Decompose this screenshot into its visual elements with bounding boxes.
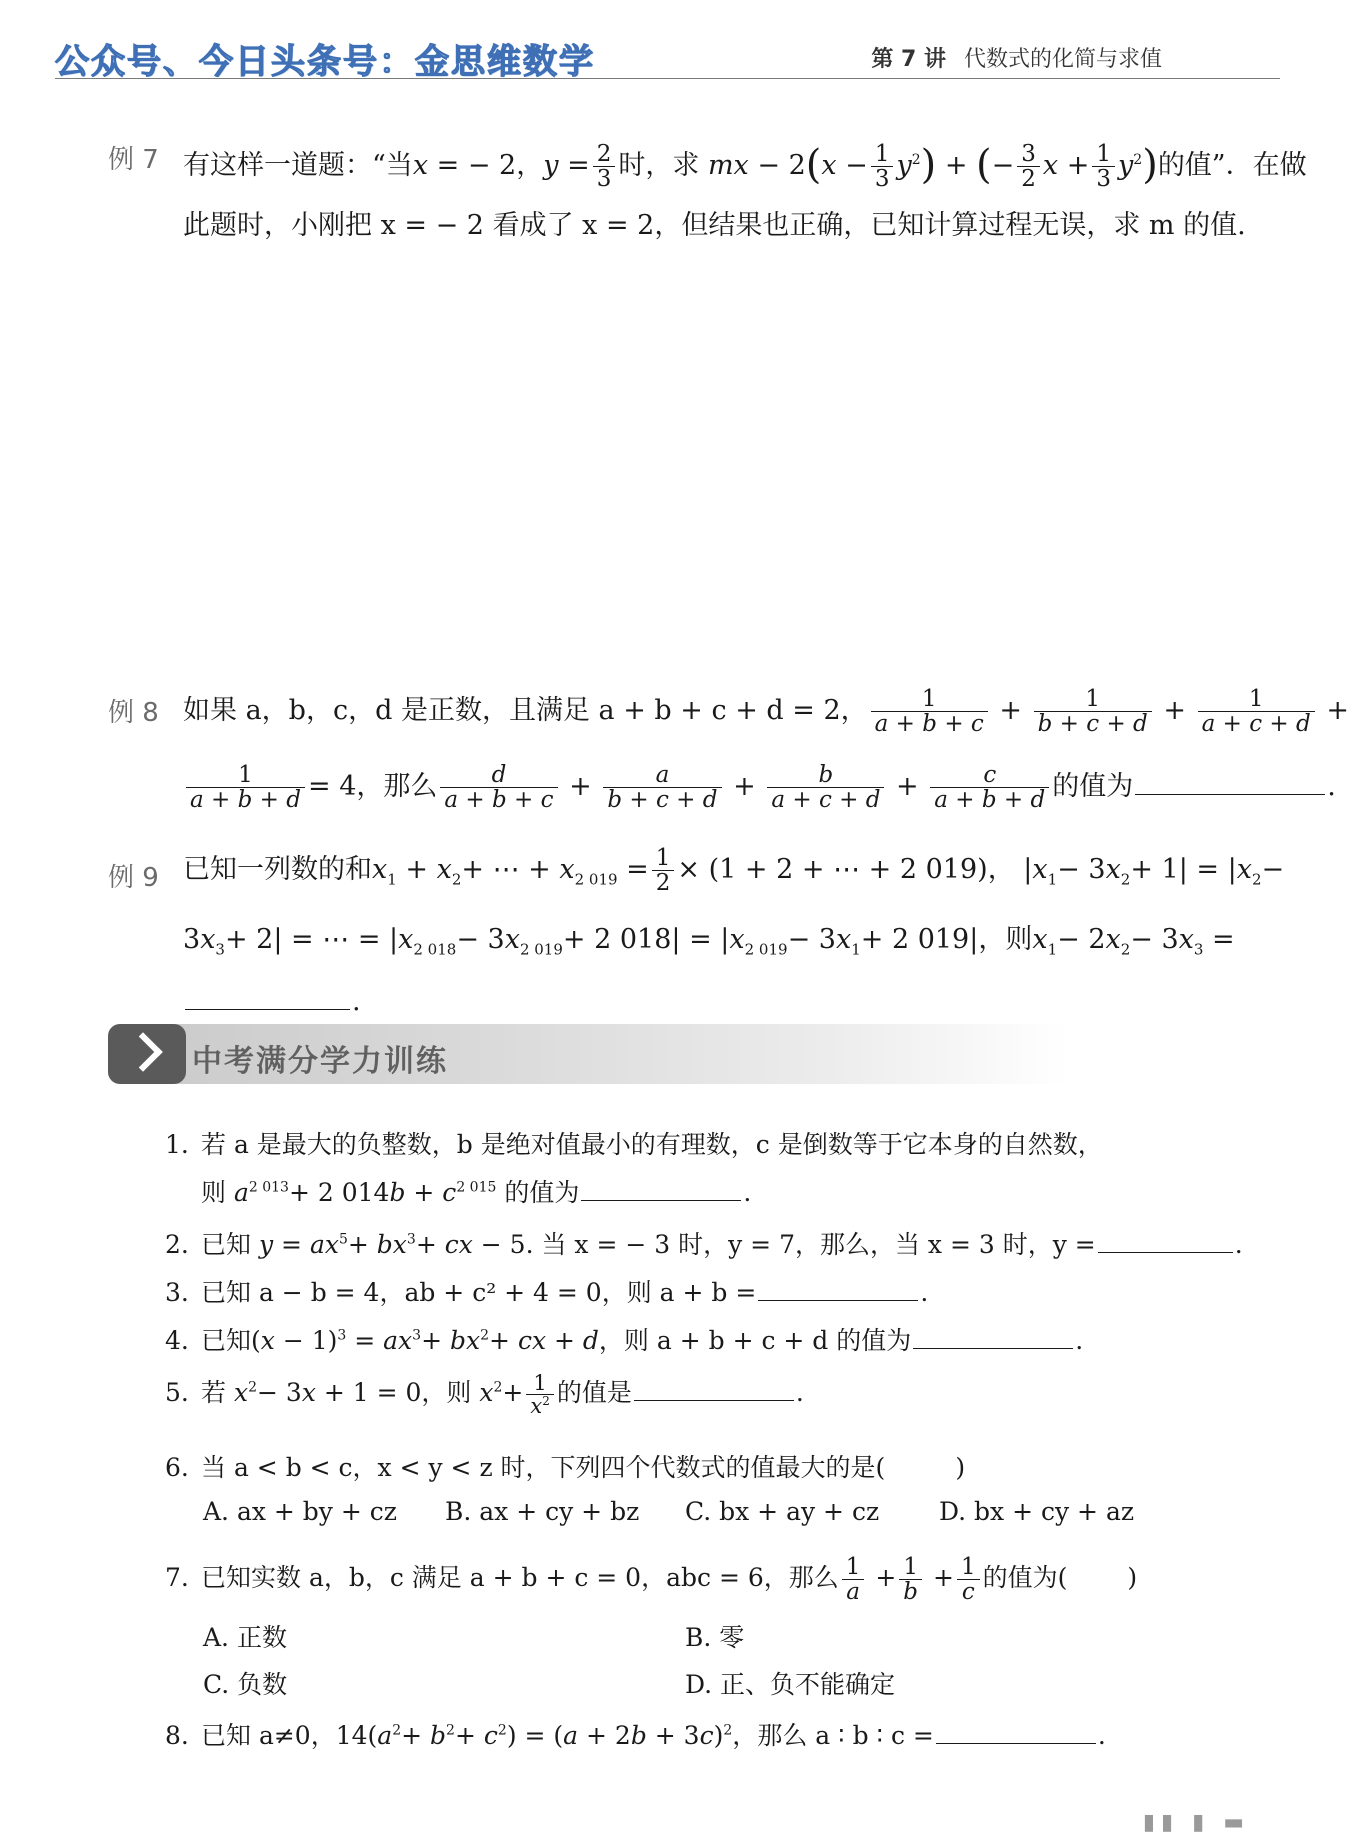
exercise-7-option-a[interactable]: A. 正数 bbox=[203, 1623, 287, 1652]
example-8-line-2: $\frac{1}{a + b + d}$ = 4，那么 $\frac{d}{a + b + c}$ + $\frac{a}{b + c + d}$ + $\frac{b}{a + c + d}$ + $\frac{c}{a + b + d}$ 的值为 . bbox=[183, 757, 1336, 817]
fraction: $\frac{c}{a + b + d}$ bbox=[930, 763, 1049, 812]
answer-blank[interactable] bbox=[581, 1170, 741, 1201]
fraction: $\frac{3}{2}$ bbox=[1017, 142, 1040, 191]
answer-blank[interactable] bbox=[758, 1270, 918, 1301]
example-9 bbox=[108, 844, 1285, 1017]
fraction: $\frac{a}{b + c + d}$ bbox=[603, 763, 721, 812]
exercise-5: 5. 若 $x^2- 3x + 1 = 0$，则 $x^2+$ $\frac{1}{x^2}$ 的值是 . bbox=[165, 1370, 804, 1418]
answer-blank[interactable] bbox=[185, 979, 350, 1010]
answer-blank[interactable] bbox=[634, 1370, 794, 1401]
exercise-7-option-b[interactable]: B. 零 bbox=[685, 1623, 745, 1652]
fraction: $\frac{1}{3}$ bbox=[871, 142, 894, 191]
example-8-tag: 例 8 bbox=[108, 698, 159, 728]
exercise-7: 7. 已知实数 a，b，c 满足 a + b + c = 0，abc = 6，那么 $\frac{1}{a}$ + $\frac{1}{b}$ + $\frac{1}{c}$ 的值为( ) bbox=[165, 1554, 1138, 1606]
exercise-3: 3. 已知 a − b = 4，ab + c² + 4 = 0，则 a + b = . bbox=[165, 1270, 928, 1309]
exercise-8: 8. 已知 a≠0，$14(a^2+ b^2+ c^2) = (a + 2b + 3c)^2$，那么 a ∶ b ∶ c = . bbox=[165, 1713, 1106, 1752]
fraction: $\frac{1}{3}$ bbox=[1092, 142, 1115, 191]
watermark-brand: 公众号、今日头条号：金思维数学 bbox=[55, 42, 595, 82]
exercise-1: 1. 若 a 是最大的负整数，b 是绝对值最小的有理数，c 是倒数等于它本身的自然数， bbox=[165, 1130, 1103, 1159]
answer-blank[interactable] bbox=[1098, 1222, 1233, 1253]
fraction: $\frac{1}{a + b + d}$ bbox=[186, 763, 305, 812]
exercise-6-option-a[interactable]: A. ax + by + cz bbox=[203, 1497, 397, 1526]
example-9-line-3: . bbox=[183, 972, 361, 1032]
fraction: $\frac{d}{a + b + c}$ bbox=[440, 763, 557, 812]
fraction: $\frac{1}{x^2}$ bbox=[526, 1372, 553, 1417]
exercise-1-cont: 则 $a^{2 013}+ 2$ $014b + c^{2 015}$ 的值为 . bbox=[201, 1170, 751, 1209]
example-7-tag: 例 7 bbox=[108, 145, 159, 175]
header-rule bbox=[55, 78, 1280, 79]
exercise-6-option-c[interactable]: C. bx + ay + cz bbox=[685, 1497, 880, 1526]
exercise-4: 4. 已知$(x - 1)^3 = ax^3+ bx^2+$ cx + d，则 a + b + c + d 的值为 . bbox=[165, 1318, 1083, 1357]
fraction: $\frac{1}{a}$ bbox=[842, 1555, 865, 1604]
exercise-7-option-c[interactable]: C. 负数 bbox=[203, 1670, 288, 1699]
fraction: $\frac{1}{2}$ bbox=[652, 846, 675, 895]
answer-blank[interactable] bbox=[936, 1713, 1096, 1744]
exercise-2: 2. 已知 $y = ax^5+ bx^3+$ cx − 5. 当 x = − 3 时，y = 7，那么，当 x = 3 时，y = . bbox=[165, 1222, 1243, 1261]
exercise-6: 6. 当 a < b < c，x < y < z 时，下列四个代数式的值最大的是( ) bbox=[165, 1453, 966, 1482]
fraction: $\frac{1}{a + b + c}$ bbox=[871, 687, 988, 736]
fraction: $\frac{2}{3}$ bbox=[593, 142, 616, 191]
answer-blank[interactable] bbox=[913, 1318, 1073, 1349]
lecture-heading bbox=[871, 42, 1162, 73]
example-9-line-2: $3x_3+ 2|$ = ⋯ = $|x_{2 018}- 3x_{2 019}+ 2$ $018| = |x_{2 019}- 3x_1+ 2$ 019|，则$x_1- 2x_2- 3x_3$ = bbox=[183, 924, 1235, 959]
page-header bbox=[0, 0, 1280, 82]
exercise-7-option-d[interactable]: D. 正、负不能确定 bbox=[685, 1670, 896, 1699]
fraction: $\frac{b}{a + c + d}$ bbox=[767, 763, 884, 812]
fraction: $\frac{1}{c}$ bbox=[957, 1555, 980, 1604]
fraction: $\frac{1}{b}$ bbox=[899, 1555, 922, 1604]
fraction: $\frac{1}{b + c + d}$ bbox=[1034, 687, 1152, 736]
example-9-tag: 例 9 bbox=[108, 863, 159, 893]
exercise-6-option-d[interactable]: D. bx + cy + az bbox=[939, 1497, 1135, 1526]
section-title: 中考满分学力训练 bbox=[192, 1044, 448, 1079]
chevron-right-icon bbox=[108, 1024, 186, 1084]
example-7-line-1: 有这样一道题：“当x = − 2，y = $\frac{2}{3}$ 时，求 mx − 2(x − $\frac{1}{3}$ $y^2$) + (− $\frac{3}{2}$ x + $\frac{1}{3}$ $y^2$)的值”．在做 bbox=[183, 140, 1307, 192]
example-7-line-2: 此题时，小刚把 x = − 2 看成了 x = 2，但结果也正确，已知计算过程无误，求 m 的值. bbox=[183, 210, 1246, 241]
example-8-line-1: 如果 a，b，c，d 是正数，且满足 a + b + c + d = 2， $\frac{1}{a + b + c}$ + $\frac{1}{b + c + d}$ + $\frac{1}{a + c + d}$ + bbox=[183, 685, 1349, 737]
fraction: $\frac{1}{a + c + d}$ bbox=[1198, 687, 1315, 736]
lecture-title: 代数式的化简与求值 bbox=[963, 47, 1162, 72]
section-banner bbox=[108, 1024, 1068, 1084]
scan-edge-marks: ▮▮ ▮ ▬ bbox=[1142, 1810, 1250, 1835]
answer-blank[interactable] bbox=[1135, 764, 1325, 795]
example-9-line-1: 已知一列数的和$x_1 + x_2+$ ⋯ + $x_{2 019}$ = $\frac{1}{2}$ × (1 + 2 + ⋯ + 2 019)， $|x_1- 3x_2+ 1| = |x_2-$ bbox=[183, 844, 1285, 896]
exercise-6-option-b[interactable]: B. ax + cy + bz bbox=[445, 1497, 640, 1526]
lecture-number: 第 7 讲 bbox=[871, 47, 946, 72]
example-8 bbox=[108, 683, 1349, 823]
example-7 bbox=[108, 130, 1307, 270]
